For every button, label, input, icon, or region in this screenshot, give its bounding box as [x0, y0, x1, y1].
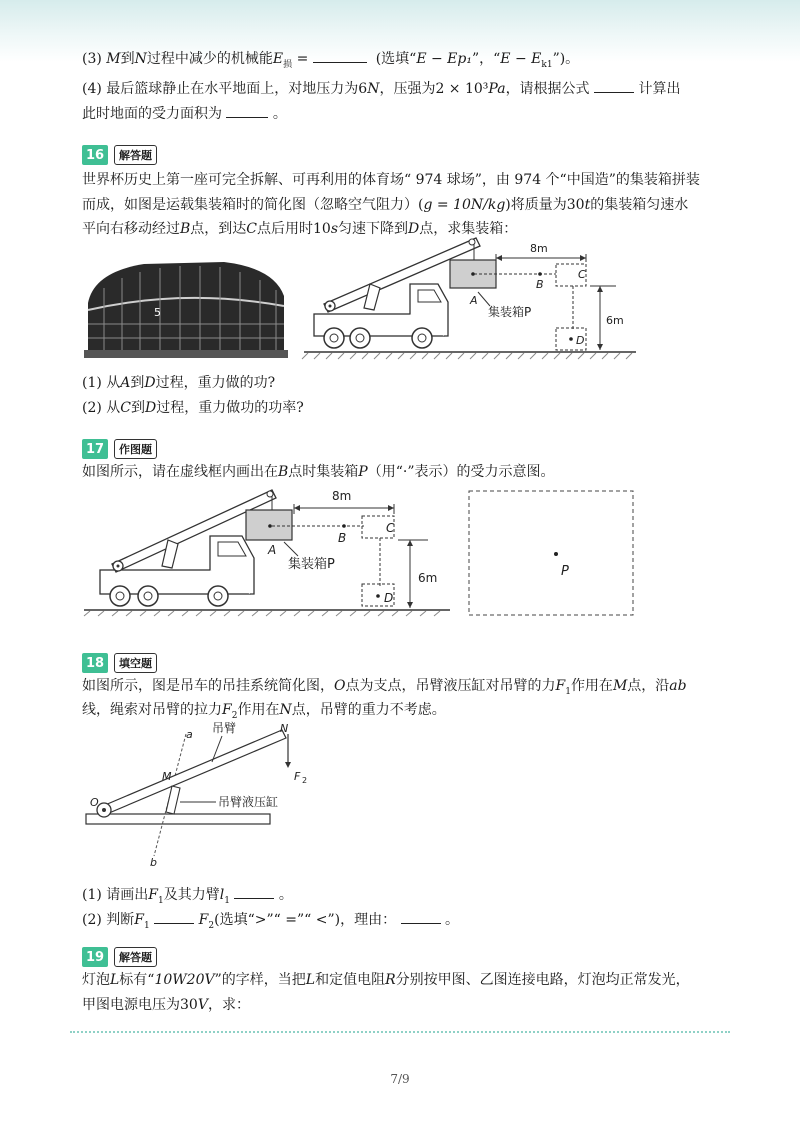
label-a: a: [186, 728, 193, 741]
q15-part3: (3) M到N过程中减少的机械能$E_损$ = (选填“E − Ep₁”，“$E - E_{k1}$”)。: [82, 48, 579, 75]
question-type: 填空题: [114, 653, 157, 673]
answer-blank[interactable]: [594, 78, 634, 93]
q18-sub2: (2) 判断$F_1$ $F_2$(选填“>”“ =”“ <”)，理由： 。: [82, 909, 459, 936]
label-8m: 8m: [530, 242, 548, 255]
crane-figure-q17: [82, 486, 452, 616]
crane-figure-q16: [300, 232, 640, 360]
answer-blank[interactable]: [313, 48, 367, 63]
q18-text-1: 如图所示，图是吊车的吊挂系统简化图，O点为支点，吊臂液压缸对吊臂的力$F_1$作用在M点，沿ab: [82, 678, 687, 697]
point-p: [554, 552, 558, 556]
label-a: A: [268, 543, 277, 557]
question-number: 17: [82, 439, 108, 459]
drawing-box[interactable]: [468, 490, 634, 616]
label-f2-sub: 2: [302, 776, 308, 785]
question-type: 解答题: [114, 947, 157, 967]
q19-header: [82, 946, 157, 968]
answer-blank[interactable]: [401, 909, 441, 924]
question-number: 19: [82, 947, 108, 967]
label-6m: 6m: [606, 314, 624, 327]
answer-blank[interactable]: [154, 909, 194, 924]
question-type: 解答题: [114, 145, 157, 165]
label-o: O: [90, 796, 99, 809]
q18-sub1: (1) 请画出$F_1$及其力臂$l_1$ 。: [82, 884, 293, 911]
label-a: A: [470, 294, 478, 307]
q16-text-2: 而成，如图是运载集装箱时的简化图（忽略空气阻力）(g = 10N/kg)将质量为30t的集装箱匀速水: [82, 197, 689, 213]
label-c: C: [578, 268, 586, 281]
label-6m: 6m: [418, 571, 438, 585]
question-number: 18: [82, 653, 108, 673]
page-number: 7/9: [390, 1072, 410, 1086]
label-m: M: [162, 770, 172, 783]
q16-text-1: 世界杯历史上第一座可完全拆解、可再利用的体育场“ 974 球场”，由 974 个“中国造”的集装箱拼装: [82, 172, 700, 188]
q18-text-2: 线，绳索对吊臂的拉力$F_2$作用在N点，吊臂的重力不考虑。: [82, 702, 446, 721]
boom-figure-q18: [84, 720, 308, 869]
label-d: D: [384, 591, 394, 605]
stadium-photo: [84, 258, 288, 358]
label-d: D: [576, 334, 585, 347]
stadium-number: 5: [154, 306, 161, 319]
question-number: 16: [82, 145, 108, 165]
label-b: B: [536, 278, 544, 291]
label-container: 集装箱P: [288, 557, 335, 572]
question-type: 作图题: [114, 439, 157, 459]
footer-divider: [70, 1031, 730, 1033]
q15-part4: (4) 最后篮球静止在水平地面上，对地压力为6N，压强为2 × 10³Pa，请根据公式 计算出: [82, 78, 680, 99]
label-f2: F: [294, 770, 301, 783]
label-8m: 8m: [332, 489, 352, 503]
q17-text: 如图所示，请在虚线框内画出在B点时集装箱P（用“·”表示）的受力示意图。: [82, 464, 555, 480]
q17-header: [82, 438, 157, 460]
q19-text-1: 灯泡L标有“10W20V”的字样，当把L和定值电阻R分别按甲图、乙图连接电路，灯泡均正常发光，: [82, 972, 690, 988]
q16-header: [82, 144, 157, 166]
label-b: b: [150, 856, 157, 869]
label-b: B: [338, 531, 347, 545]
q16-sub2: (2) 从C到D过程，重力做功的功率?: [82, 400, 304, 416]
q15-part4-line2: 此时地面的受力面积为 。: [82, 103, 287, 124]
label-p: P: [561, 564, 569, 579]
q16-sub1: (1) 从A到D过程，重力做的功?: [82, 375, 276, 391]
label-boom: 吊臂: [212, 721, 237, 735]
q19-text-2: 甲图电源电压为30V，求：: [82, 997, 250, 1013]
label-cylinder: 吊臂液压缸: [218, 795, 279, 809]
answer-blank[interactable]: [234, 884, 274, 899]
label-container: 集装箱P: [488, 305, 532, 319]
q18-header: [82, 652, 157, 674]
label-n: N: [280, 722, 289, 735]
label-c: C: [386, 521, 395, 535]
q16-text-3: 平向右移动经过B点，到达C点后用时10s匀速下降到D点，求集装箱：: [82, 221, 518, 237]
answer-blank[interactable]: [226, 103, 268, 118]
